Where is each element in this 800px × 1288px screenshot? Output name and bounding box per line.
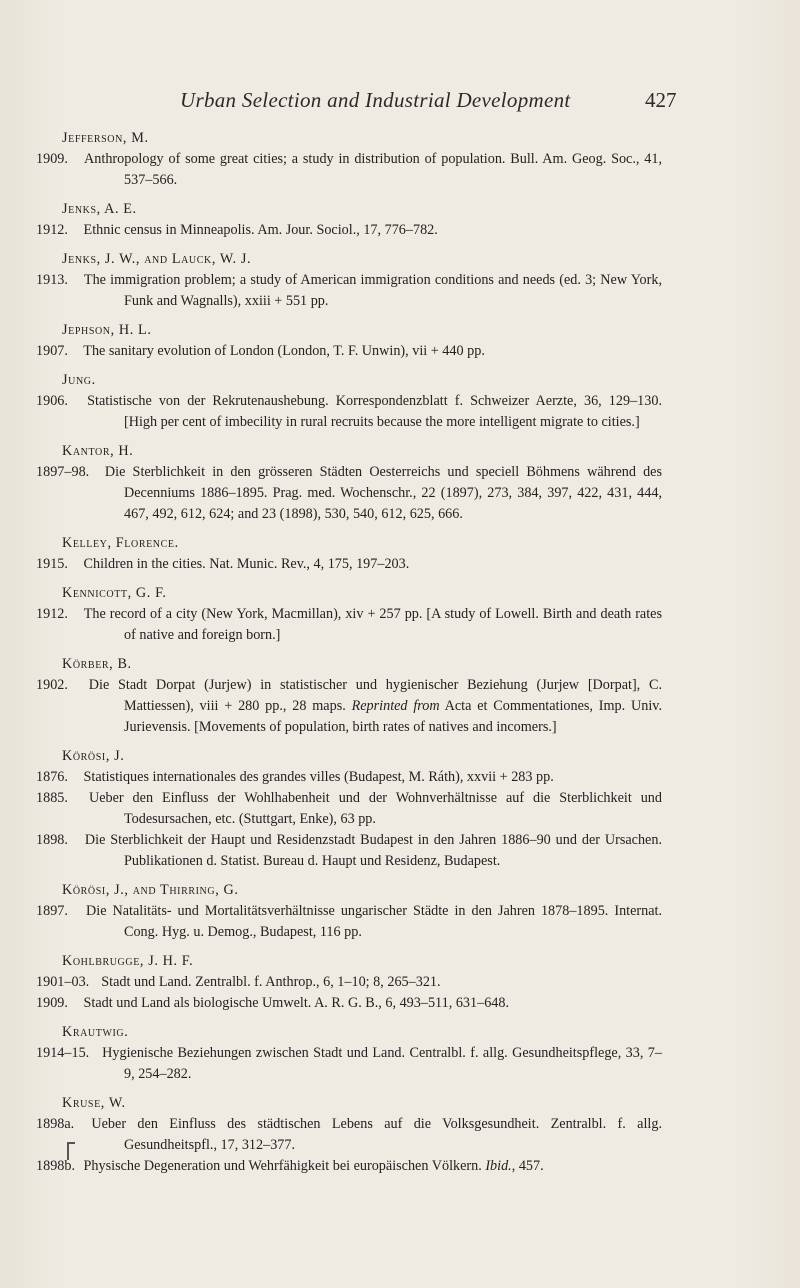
- citation-text: Stadt und Land als biologische Umwelt. A. R. G. B., 6, 493–511, 631–648.: [83, 995, 510, 1011]
- citation-text: , 457.: [511, 1158, 544, 1174]
- citation-text: Physische Degeneration und Wehrfähigkeit bei europäischen Völkern.: [83, 1158, 486, 1174]
- author-name: Kruse, W.: [62, 1095, 126, 1111]
- page-header: [0, 88, 800, 116]
- citation-text: Stadt und Land. Zentralbl. f. Anthrop., 6, 1–10; 8, 265–321.: [101, 974, 441, 990]
- citation-text: The record of a city (New York, Macmillan), xiv + 257 pp. [A study of Lowell. Birth and death rates of native and foreign born.]: [83, 606, 662, 643]
- citation-entry: 1885. Ueber den Einfluss der Wohlhabenheit und der Wohnverhältnisse auf die Sterblichkeit und Todesursachen, etc. (Stuttgart, Enke), 63 pp.: [36, 790, 662, 827]
- author-name: Jephson, H. L.: [62, 322, 152, 338]
- citation-entry: [36, 462, 663, 525]
- citation-text: The sanitary evolution of London (London, T. F. Unwin), vii + 440 pp.: [83, 343, 485, 359]
- page-number: 427: [645, 88, 677, 112]
- citation-entry: 1915. Children in the cities. Nat. Munic. Rev., 4, 175, 197–203.: [36, 556, 410, 572]
- author-name: Körösi, J., and Thirring, G.: [62, 882, 239, 898]
- author-name: Körber, B.: [62, 656, 132, 672]
- citation-italic-text: Reprinted from: [351, 698, 440, 714]
- author-name: Jung.: [62, 372, 96, 388]
- citation-entry: 1913. The immigration problem; a study of American immigration conditions and needs (ed. 3; New York, Funk and Wagnalls), xxiii + 551 pp.: [36, 272, 662, 309]
- author-name: Jenks, A. E.: [62, 201, 137, 217]
- author-name: Kennicott, G. F.: [62, 585, 167, 601]
- citation-year: 1901–03.: [36, 974, 90, 990]
- running-title: Urban Selection and Industrial Development: [180, 88, 571, 112]
- citation-entry: 1902. Die Stadt Dorpat (Jurjew) in statistischer und hygienischer Beziehung (Jurjew [Dorpat], C. Mattiessen), viii + 280 pp., 28 maps. Reprinted from Acta et Commentationes, Imp. Univ. Jurievensis. [Movements of population, birth rates of natives and incomers.]: [36, 677, 663, 735]
- citation-text: Die Sterblichkeit der Haupt und Residenzstadt Budapest in den Jahren 1886–90 und der Ursachen. Publikationen d. Statist. Bureau d. Haupt und Residenz, Budapest.: [84, 832, 662, 869]
- citation-text: Anthropology of some great cities; a study in distribution of population. Bull. Am. Geog. Soc., 41, 537–566.: [84, 151, 662, 188]
- citation-text: Children in the cities. Nat. Munic. Rev., 4, 175, 197–203.: [83, 556, 410, 572]
- citation-text: Die Sterblichkeit in den grösseren Städten Oesterreichs und speciell Böhmens während des Decenniums 1886–1895. Prag. med. Wochenschr., 22 (1897), 273, 384, 397, 422, 431, 444, 467, 492, 612, 624; and 23 (1898), 530, 540, 612, 625, 666.: [104, 464, 663, 522]
- citation-entry: 1909. Stadt und Land als biologische Umwelt. A. R. G. B., 6, 493–511, 631–648.: [36, 995, 510, 1011]
- citation-entry: 1898. Die Sterblichkeit der Haupt und Residenzstadt Budapest in den Jahren 1886–90 und der Ursachen. Publikationen d. Statist. Bureau d. Haupt und Residenz, Budapest.: [36, 832, 662, 869]
- citation-entry: [36, 972, 662, 993]
- citation-entry: 1898a. Ueber den Einfluss des städtischen Lebens auf die Volksgesundheit. Zentralbl. f. allg. Gesundheitspfl., 17, 312–377.: [36, 1116, 663, 1153]
- bracket-mark: [67, 1142, 75, 1160]
- citation-entry: 1907. The sanitary evolution of London (London, T. F. Unwin), vii + 440 pp.: [36, 343, 485, 359]
- author-name: Jefferson, M.: [62, 130, 149, 146]
- bibliography-list: [36, 128, 663, 1177]
- citation-text: Ethnic census in Minneapolis. Am. Jour. Sociol., 17, 776–782.: [83, 222, 438, 238]
- citation-entry: 1897. Die Natalitäts- und Mortalitätsverhältnisse ungarischer Städte in den Jahren 1878–1895. Internat. Cong. Hyg. u. Demog., Budapest, 116 pp.: [36, 903, 663, 940]
- citation-text: Die Stadt Dorpat (Jurjew) in statistischer und hygienischer Beziehung (Jurjew [Dorpat], C. Mattiessen), viii + 280 pp., 28 maps.: [88, 677, 663, 714]
- citation-entry: 1906. Statistische von der Rekrutenaushebung. Korrespondenzblatt f. Schweizer Aerzte, 36, 129–130. [High per cent of imbecility in rural recruits because the more intelligent migrate to cities.]: [36, 393, 663, 430]
- citation-text: Ueber den Einfluss der Wohlhabenheit und der Wohnverhältnisse auf die Sterblichkeit und Todesursachen, etc. (Stuttgart, Enke), 63 pp.: [88, 790, 662, 827]
- citation-entry: 1876. Statistiques internationales des grandes villes (Budapest, M. Ráth), xxvii + 283 pp.: [36, 769, 554, 785]
- citation-entry: 1898b. Physische Degeneration und Wehrfähigkeit bei europäischen Völkern. Ibid., 457.: [36, 1158, 544, 1174]
- citation-entry: 1909. Anthropology of some great cities; a study in distribution of population. Bull. Am. Geog. Soc., 41, 537–566.: [36, 151, 662, 188]
- citation-text: Hygienische Beziehungen zwischen Stadt und Land. Centralbl. f. allg. Gesundheitspflege, 33, 7–9, 254–282.: [102, 1045, 662, 1082]
- citation-year: 1914–15.: [36, 1045, 90, 1061]
- citation-text: Statistiques internationales des grandes villes (Budapest, M. Ráth), xxvii + 283 pp.: [83, 769, 554, 785]
- citation-year: 1897–98.: [36, 464, 90, 480]
- author-name: Körösi, J.: [62, 748, 125, 764]
- author-name: Kantor, H.: [62, 443, 134, 459]
- citation-text: The immigration problem; a study of American immigration conditions and needs (ed. 3; New York, Funk and Wagnalls), xxiii + 551 pp.: [83, 272, 662, 309]
- citation-entry: 1912. Ethnic census in Minneapolis. Am. Jour. Sociol., 17, 776–782.: [36, 222, 438, 238]
- author-name: Kohlbrugge, J. H. F.: [62, 953, 194, 969]
- citation-text: Acta et Commentationes, Imp. Univ. Jurievensis. [Movements of population, birth rates of natives and incomers.]: [124, 698, 662, 735]
- citation-entry: [36, 1043, 662, 1085]
- author-name: Jenks, J. W., and Lauck, W. J.: [62, 251, 252, 267]
- author-name: Kelley, Florence.: [62, 535, 179, 551]
- author-name: Krautwig.: [62, 1024, 129, 1040]
- citation-entry: 1912. The record of a city (New York, Macmillan), xiv + 257 pp. [A study of Lowell. Birth and death rates of native and foreign born.]: [36, 606, 662, 643]
- citation-text: Statistische von der Rekrutenaushebung. Korrespondenzblatt f. Schweizer Aerzte, 36, 129–130. [High per cent of imbecility in rural recruits because the more intelligent migrate to cities.]: [87, 393, 663, 430]
- citation-italic-text: Ibid.: [485, 1158, 512, 1174]
- citation-text: Die Natalitäts- und Mortalitätsverhältnisse ungarischer Städte in den Jahren 1878–1895. Internat. Cong. Hyg. u. Demog., Budapest, 116 pp.: [86, 903, 663, 940]
- citation-text: Ueber den Einfluss des städtischen Lebens auf die Volksgesundheit. Zentralbl. f. allg. Gesundheitspfl., 17, 312–377.: [91, 1116, 663, 1153]
